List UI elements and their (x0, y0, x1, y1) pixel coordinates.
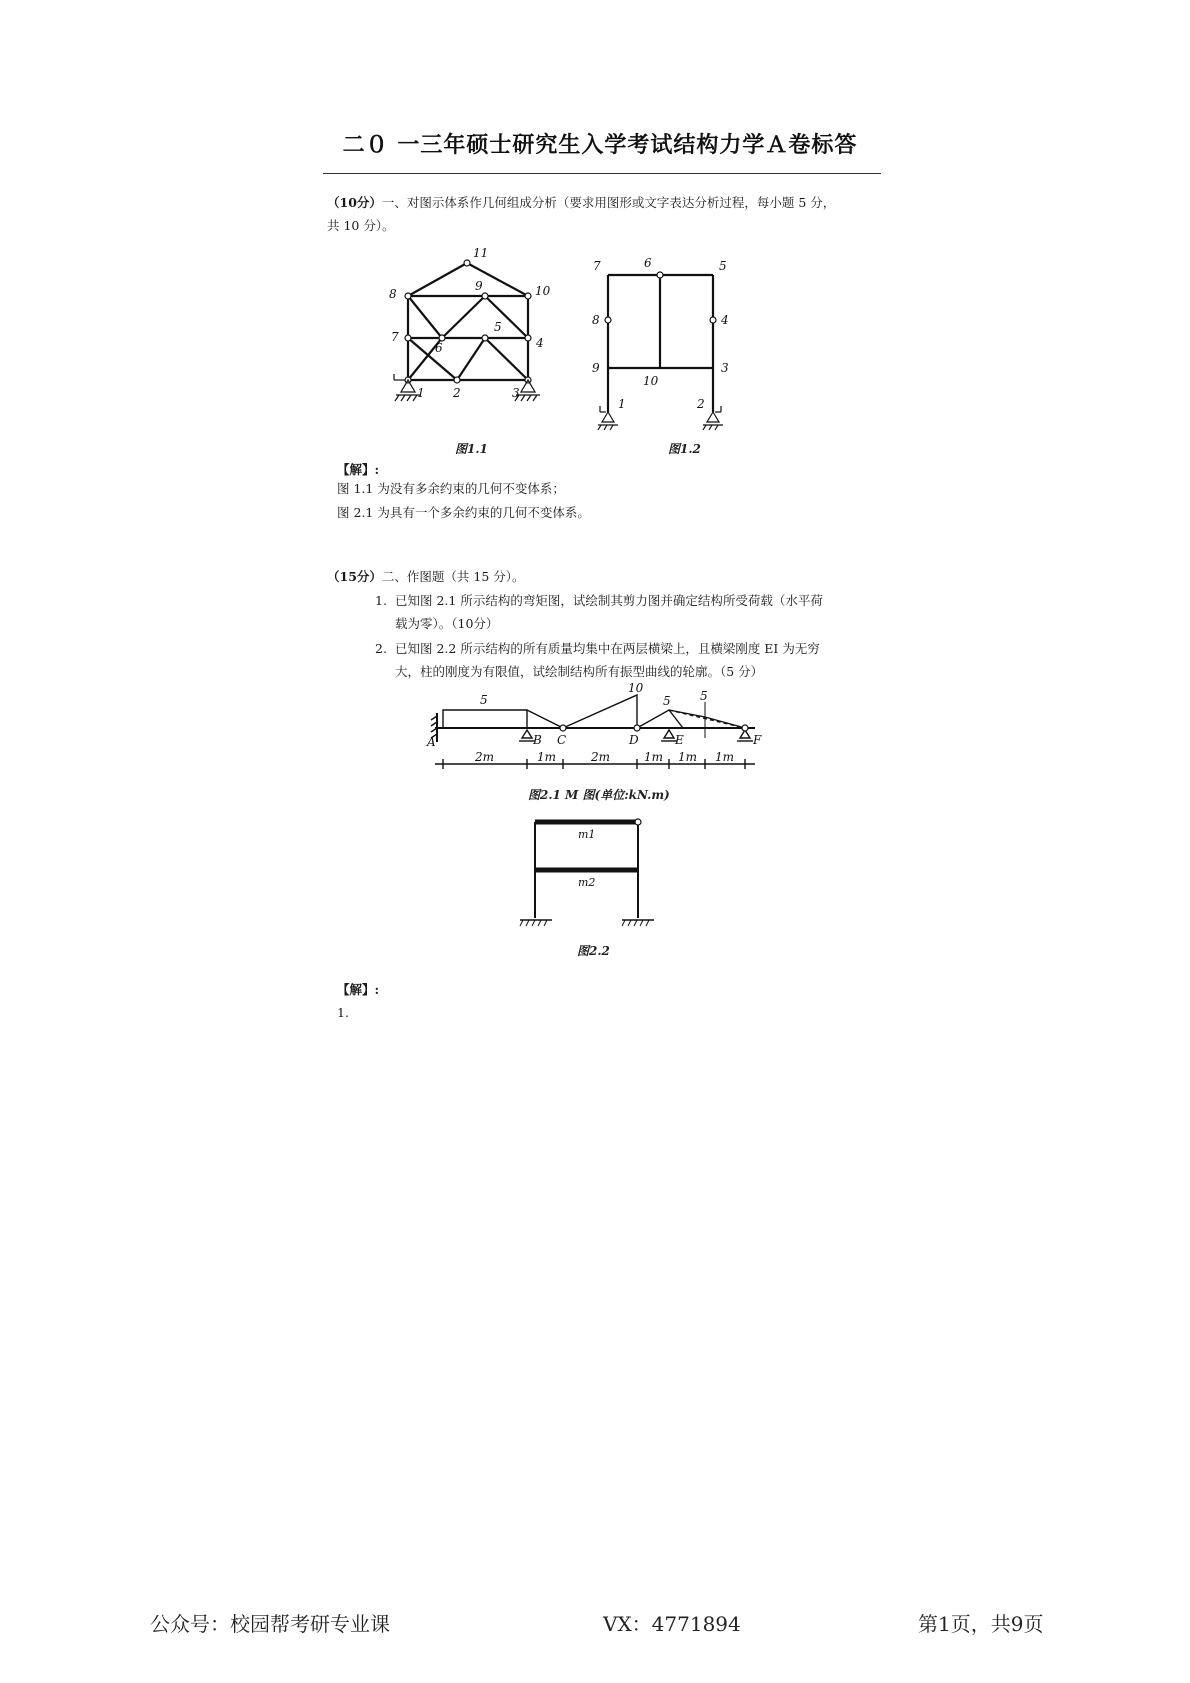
figure-1-1-truss (385, 240, 575, 435)
fig12-node-4: 4 (721, 313, 729, 327)
fig11-node-5: 5 (494, 320, 502, 334)
figure-2-1-moment-diagram (415, 680, 785, 780)
footer-page-number: 第1页，共9页 (918, 1612, 1044, 1636)
fig21-moment-label-d: 10 (628, 681, 644, 695)
fig12-node-9: 9 (592, 361, 600, 375)
fig12-node-1: 1 (618, 397, 626, 411)
fig21-dim-4: 1m (644, 750, 664, 764)
fig11-node-11: 11 (473, 246, 489, 260)
fig21-point-D: D (629, 733, 639, 747)
q2-solution-label: 【解】: (337, 982, 380, 997)
fig21-dim-5: 1m (678, 750, 698, 764)
fig21-dim-6: 1m (715, 750, 735, 764)
q2-item-2-line1: 已知图 2.2 所示结构的所有质量均集中在两层横梁上，且横梁刚度 EI 为无穷 (395, 641, 820, 656)
fig11-node-4: 4 (536, 336, 544, 350)
q2-text: 二、作图题（共 15 分）。 (381, 569, 525, 584)
q1-prompt-cont: 共 10 分）。 (327, 218, 395, 233)
document-title: 二０ 一三年硕士研究生入学考试结构力学Ａ卷标答 (342, 133, 858, 158)
fig21-moment-label-ab: 5 (480, 693, 488, 707)
q2-prompt (327, 564, 525, 589)
q2-item-2-num: 2. (375, 641, 387, 656)
fig21-point-E: E (675, 733, 684, 747)
fig12-node-6: 6 (644, 256, 652, 270)
fig21-point-F: F (753, 733, 762, 747)
fig12-node-10: 10 (643, 374, 659, 388)
q1-solution-label: 【解】: (337, 462, 380, 477)
footer-wechat-account: 公众号：校园帮考研专业课 (150, 1612, 390, 1636)
q1-answer-2: 图 2.1 为具有一个多余约束的几何不变体系。 (337, 505, 590, 520)
fig12-node-5: 5 (719, 259, 727, 273)
fig21-point-A: A (427, 735, 436, 749)
figure-2-1-caption: 图2.1 M 图(单位:kN.m) (528, 788, 670, 802)
q2-item-1-num: 1. (375, 593, 387, 608)
fig11-node-8: 8 (389, 287, 397, 301)
fig11-node-1: 1 (417, 386, 425, 400)
fig21-dim-1: 2m (475, 750, 495, 764)
q1-answer-1: 图 1.1 为没有多余约束的几何不变体系； (337, 481, 565, 496)
q2-item-1-line1: 已知图 2.1 所示结构的弯矩图，试绘制其剪力图并确定结构所受荷载（水平荷 (395, 593, 823, 608)
footer-vx-contact: VX：4771894 (603, 1612, 741, 1636)
fig21-moment-label-e: 5 (663, 694, 671, 708)
fig11-node-7: 7 (391, 330, 399, 344)
fig21-point-B: B (533, 733, 542, 747)
fig11-node-10: 10 (535, 284, 551, 298)
fig21-dim-2: 1m (537, 750, 557, 764)
fig22-mass-m2: m2 (578, 876, 596, 889)
figure-1-1-caption: 图1.1 (455, 442, 488, 456)
fig21-moment-label-ef: 5 (700, 689, 708, 703)
fig12-node-2: 2 (697, 397, 705, 411)
figure-1-2-caption: 图1.2 (668, 442, 701, 456)
figure-2-2-caption: 图2.2 (577, 944, 610, 958)
q2-score: （15分） (327, 569, 382, 584)
fig11-node-3: 3 (512, 386, 520, 400)
q2-answer-start: 1. (337, 1005, 349, 1020)
title-rule (323, 173, 881, 174)
q2-item-2-line2: 大，柱的刚度为有限值，试绘制结构所有振型曲线的轮廓。（5 分） (395, 664, 764, 679)
figure-2-2-frame (520, 810, 660, 940)
fig11-node-9: 9 (475, 279, 483, 293)
fig21-point-C: C (557, 733, 567, 747)
fig12-node-7: 7 (593, 259, 601, 273)
q1-score: （10分） (327, 195, 382, 210)
fig11-node-2: 2 (453, 386, 461, 400)
q1-text: 一、对图示体系作几何组成分析（要求用图形或文字表达分析过程，每小题 5 分， (381, 195, 836, 210)
fig12-node-8: 8 (592, 313, 600, 327)
q1-prompt (327, 190, 887, 215)
fig11-node-6: 6 (435, 341, 443, 355)
q2-item-1-line2: 载为零）。（10分） (395, 616, 499, 631)
fig12-node-3: 3 (721, 361, 729, 375)
fig21-dim-3: 2m (591, 750, 611, 764)
fig22-mass-m1: m1 (578, 828, 596, 841)
figure-1-2-frame (592, 240, 768, 435)
